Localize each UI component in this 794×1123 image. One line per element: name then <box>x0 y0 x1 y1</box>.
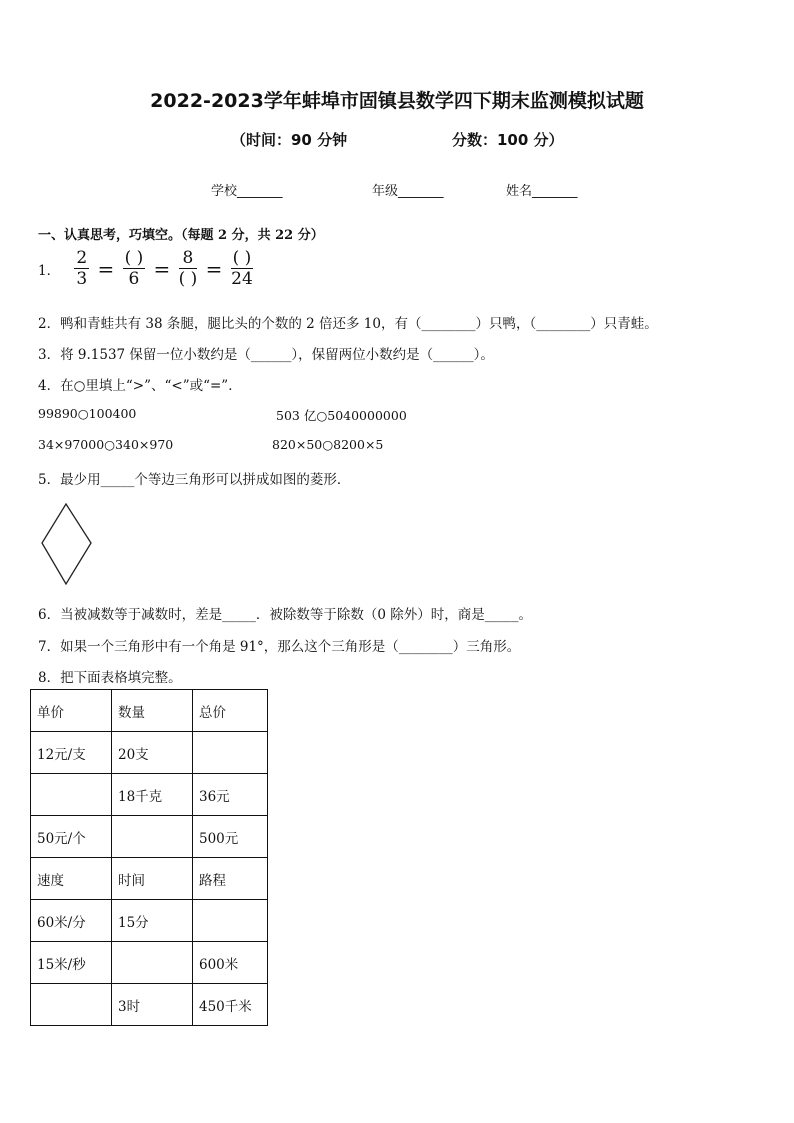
table-cell: 60米/分 <box>31 900 112 942</box>
compare-item-a: 99890○100400 <box>38 406 137 421</box>
table-row <box>31 816 268 858</box>
denominator: 3 <box>76 269 88 289</box>
equals-sign: = <box>97 256 115 281</box>
page-title: 2022-2023学年蚌埠市固镇县数学四下期末监测模拟试题 <box>150 90 644 112</box>
table-cell: 15米/秒 <box>31 942 112 984</box>
table-cell: 总价 <box>193 690 268 732</box>
table-cell: 18千克 <box>112 774 193 816</box>
question-1 <box>38 249 253 288</box>
score-label: 分数：100 分） <box>452 131 564 149</box>
table-cell <box>112 942 193 984</box>
time-label: （时间：90 分钟 <box>231 131 348 149</box>
table-row <box>31 984 268 1026</box>
fraction <box>231 249 254 288</box>
numerator-blank: ( ) <box>124 248 144 268</box>
fraction <box>179 249 198 288</box>
compare-item-d: 820×50○8200×5 <box>272 437 384 452</box>
section-heading: 一、认真思考，巧填空。（每题 2 分，共 22 分） <box>38 228 324 243</box>
rhombus-figure <box>38 500 96 588</box>
fraction <box>74 249 89 288</box>
table-cell: 路程 <box>193 858 268 900</box>
table-cell: 速度 <box>31 858 112 900</box>
table-cell <box>31 984 112 1026</box>
table-cell: 15分 <box>112 900 193 942</box>
denominator: 24 <box>231 269 253 289</box>
table-cell: 450千米 <box>193 984 268 1026</box>
table-cell <box>112 816 193 858</box>
table-cell: 36元 <box>193 774 268 816</box>
table-row <box>31 942 268 984</box>
table-cell: 数量 <box>112 690 193 732</box>
table-cell: 单价 <box>31 690 112 732</box>
table-cell: 12元/支 <box>31 732 112 774</box>
question-7: 7．如果一个三角形中有一个角是 91°，那么这个三角形是（________）三角形。 <box>38 639 521 655</box>
question-2: 2．鸭和青蛙共有 38 条腿，腿比头的个数的 2 倍还多 10，有（________）只鸭，（________）只青蛙。 <box>38 316 658 332</box>
table-row <box>31 774 268 816</box>
question-5: 5．最少用_____个等边三角形可以拼成如图的菱形． <box>38 472 351 488</box>
question-number: 1． <box>38 262 61 279</box>
table-row <box>31 858 268 900</box>
name-field: 姓名_______ <box>506 184 578 199</box>
table-row <box>31 900 268 942</box>
table-cell: 时间 <box>112 858 193 900</box>
compare-item-b: 503 亿○5040000000 <box>276 408 407 423</box>
table-cell <box>193 900 268 942</box>
equals-sign: = <box>153 256 171 281</box>
denominator-blank: ( ) <box>178 269 198 289</box>
question-8: 8．把下面表格填完整。 <box>38 670 182 686</box>
table-cell <box>193 732 268 774</box>
numerator: 8 <box>179 249 198 269</box>
numerator-blank: ( ) <box>232 248 252 268</box>
fraction <box>123 249 146 288</box>
numerator: 2 <box>76 248 88 268</box>
table-cell: 20支 <box>112 732 193 774</box>
question-4: 4．在○里填上“>”、“<”或“=”． <box>38 378 242 394</box>
table-cell: 600米 <box>193 942 268 984</box>
fill-in-table <box>30 689 268 1026</box>
compare-item-c: 34×97000○340×970 <box>38 437 174 452</box>
table-cell: 50元/个 <box>31 816 112 858</box>
equals-sign: = <box>205 256 223 281</box>
table-cell <box>31 774 112 816</box>
table-row <box>31 690 268 732</box>
table-row <box>31 732 268 774</box>
question-3: 3．将 9.1537 保留一位小数约是（______），保留两位小数约是（______）。 <box>38 347 494 363</box>
denominator: 6 <box>128 269 140 289</box>
table-cell: 500元 <box>193 816 268 858</box>
school-field: 学校_______ <box>211 184 283 199</box>
rhombus-shape <box>42 504 91 584</box>
grade-field: 年级_______ <box>372 184 444 199</box>
question-6: 6．当被减数等于减数时，差是_____．被除数等于除数（0 除外）时，商是_____。 <box>38 607 532 623</box>
table-cell: 3时 <box>112 984 193 1026</box>
